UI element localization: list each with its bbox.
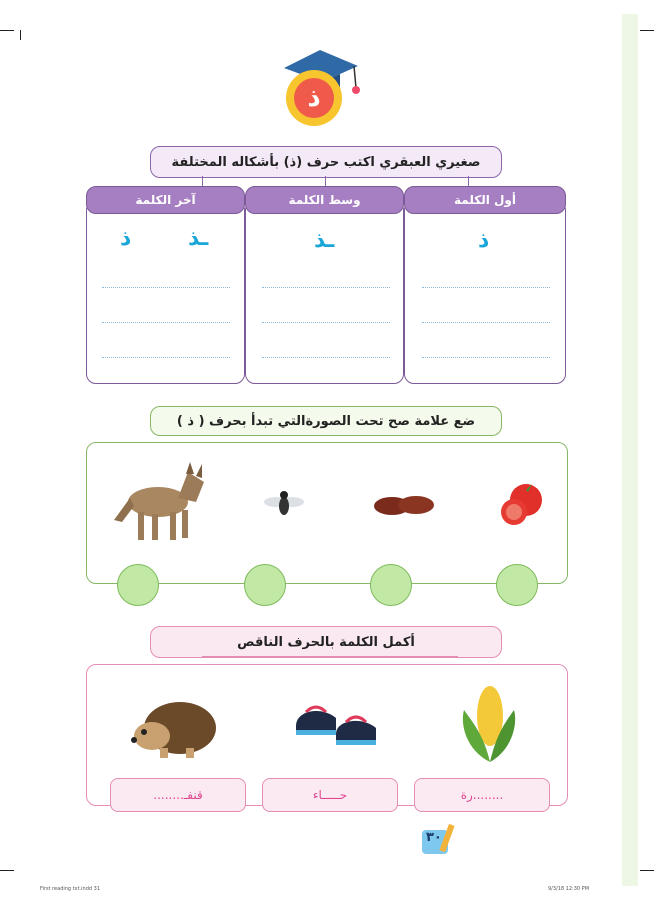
letter-end-form-isolated: ذ bbox=[120, 226, 132, 251]
section1-title: صغيري العبقري اكتب حرف (ذ) بأشكاله المختلفة bbox=[150, 146, 502, 178]
writing-line[interactable] bbox=[102, 357, 230, 358]
side-color-strip bbox=[622, 14, 638, 886]
column-end-header: آخر الكلمة bbox=[86, 186, 245, 214]
writing-line[interactable] bbox=[102, 287, 230, 288]
crop-mark bbox=[0, 30, 14, 31]
crop-mark bbox=[640, 870, 654, 871]
shoes-picture bbox=[292, 700, 380, 760]
hedgehog-picture bbox=[130, 694, 220, 764]
fly-picture bbox=[262, 486, 306, 522]
column-first-header: أول الكلمة bbox=[404, 186, 566, 214]
letter-middle-form: ـذ bbox=[314, 228, 335, 253]
crop-mark bbox=[0, 870, 14, 871]
writing-line[interactable] bbox=[262, 287, 390, 288]
letter-first-form: ذ bbox=[478, 228, 490, 253]
writing-line[interactable] bbox=[262, 357, 390, 358]
answer-circle-fly[interactable] bbox=[244, 564, 286, 606]
word-blank-hedgehog[interactable]: قنفـ........ bbox=[110, 778, 246, 812]
answer-circle-tomato[interactable] bbox=[496, 564, 538, 606]
crop-mark bbox=[640, 30, 654, 31]
writing-line[interactable] bbox=[422, 287, 550, 288]
letter-badge-text: ذ bbox=[294, 78, 334, 118]
wolf-picture bbox=[112, 458, 208, 544]
page-number: ٣٠ bbox=[426, 830, 442, 845]
answer-circle-dates[interactable] bbox=[370, 564, 412, 606]
writing-line[interactable] bbox=[102, 322, 230, 323]
section3-title: أكمل الكلمة بالحرف الناقص bbox=[150, 626, 502, 658]
footer-file: First reading txt.indd 31 bbox=[40, 886, 101, 892]
footer-date: 9/3/18 12:30 PM bbox=[548, 886, 590, 892]
section2-title: ضع علامة صح تحت الصورةالتي تبدأ بحرف ( ذ ) bbox=[150, 406, 502, 436]
letter-end-form-connected: ـذ bbox=[188, 226, 209, 251]
answer-circle-wolf[interactable] bbox=[117, 564, 159, 606]
writing-line[interactable] bbox=[262, 322, 390, 323]
crop-mark bbox=[20, 30, 21, 40]
writing-line[interactable] bbox=[422, 357, 550, 358]
tomato-picture bbox=[496, 478, 548, 528]
writing-line[interactable] bbox=[422, 322, 550, 323]
column-middle-header: وسط الكلمة bbox=[245, 186, 404, 214]
dates-picture bbox=[372, 490, 438, 520]
corn-picture bbox=[456, 680, 522, 766]
word-blank-corn[interactable]: ........رة bbox=[414, 778, 550, 812]
word-blank-shoes[interactable]: حـــــاء bbox=[262, 778, 398, 812]
